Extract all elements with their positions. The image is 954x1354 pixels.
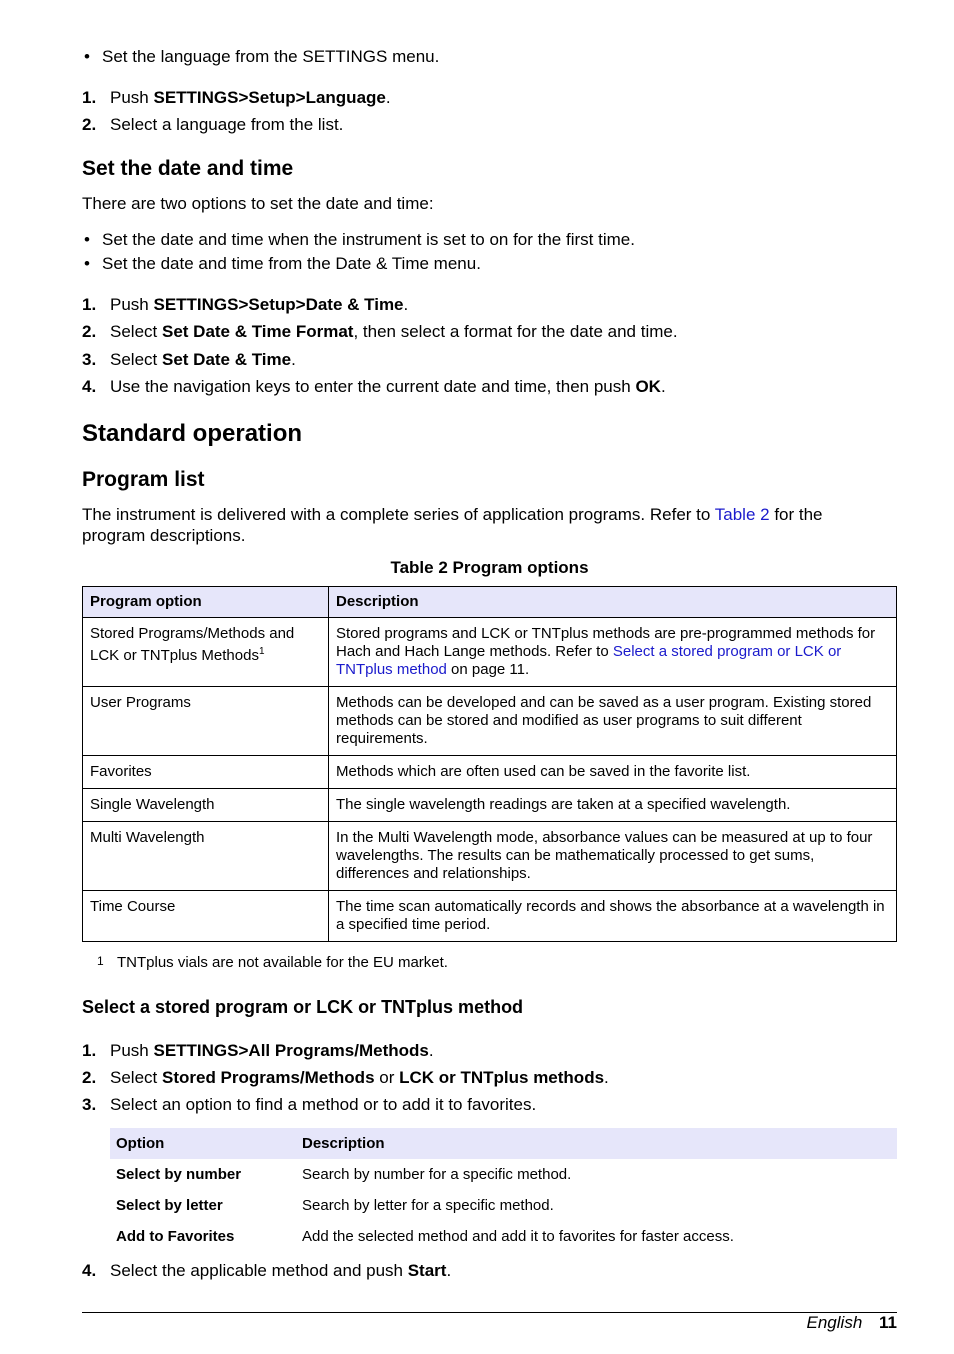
table-caption: Table 2 Program options — [390, 558, 589, 577]
table-header-row — [83, 587, 897, 618]
paragraph: There are two options to set the date and time: — [82, 194, 434, 213]
table-row — [83, 891, 897, 942]
option-cell: Time Course — [83, 891, 329, 942]
footnote-ref: 1 — [258, 646, 265, 657]
paragraph-line: program descriptions. — [82, 526, 246, 545]
paragraph: The instrument is delivered with a complete series of application programs. Refer to Table 2 for the — [82, 505, 823, 524]
column-header: Description — [296, 1128, 897, 1159]
option-cell: Select by number — [116, 1166, 242, 1183]
subsection-heading: Select a stored program or LCK or TNTplus method — [82, 997, 524, 1017]
table-header-row — [110, 1128, 897, 1159]
step-number: 1. — [82, 88, 97, 107]
column-header: Program option — [83, 587, 329, 618]
chapter-heading: Standard operation — [82, 420, 303, 447]
column-header: Option — [110, 1128, 296, 1159]
option-table — [110, 1128, 897, 1252]
select-stored-program-link[interactable]: Select a stored program or LCK or TNTplus method — [336, 643, 842, 678]
description-cell: Search by letter for a specific method. — [302, 1197, 554, 1214]
page-footer — [807, 1312, 897, 1333]
table-row — [83, 618, 897, 687]
footer-language: English — [806, 1313, 863, 1332]
option-cell: Select by letter — [116, 1197, 223, 1214]
table-row — [83, 789, 897, 822]
column-header: Description — [329, 587, 897, 618]
option-cell: Single Wavelength — [83, 789, 329, 822]
description-cell: The time scan automatically records and shows the absorbance at a wavelength in a specified time period. — [329, 891, 897, 942]
table-row — [83, 756, 897, 789]
table-row — [110, 1221, 897, 1252]
table-row — [110, 1190, 897, 1221]
table-row — [83, 687, 897, 756]
option-cell: Favorites — [83, 756, 329, 789]
option-cell: Stored Programs/Methods and LCK or TNTplus Methods$^1$ — [83, 618, 329, 687]
section-heading: Set the date and time — [82, 157, 294, 180]
description-cell: The single wavelength readings are taken at a specified wavelength. — [329, 789, 897, 822]
step-number: 2. — [82, 115, 97, 134]
footnote-mark: 1 — [97, 954, 104, 968]
option-cell: Multi Wavelength — [83, 822, 329, 891]
description-cell: Stored programs and LCK or TNTplus methods are pre-programmed methods for Hach and Hach Lange methods. Refer to Select a stored program or LCK or TNTplus method on page 11. — [329, 618, 897, 687]
description-cell: In the Multi Wavelength mode, absorbance values can be measured at up to four wavelengths. The results can be mathematically processed to get sums, differences and relationships. — [329, 822, 897, 891]
option-cell: User Programs — [83, 687, 329, 756]
option-cell: Add to Favorites — [116, 1228, 235, 1245]
footer-rule — [82, 1312, 897, 1313]
description-cell: Add the selected method and add it to favorites for faster access. — [302, 1228, 734, 1245]
table-row — [110, 1159, 897, 1190]
description-cell: Search by number for a specific method. — [302, 1166, 572, 1183]
program-options-table — [82, 586, 897, 942]
page-number: 11 — [879, 1313, 897, 1332]
footnote-text: TNTplus vials are not available for the EU market. — [117, 954, 448, 971]
table-2-link[interactable]: Table 2 — [714, 505, 770, 524]
bullet-text: Set the language from the SETTINGS menu. — [102, 47, 440, 66]
description-cell: Methods can be developed and can be saved as a user program. Existing stored methods can be stored and modified as user programs to suit different requirements. — [329, 687, 897, 756]
table-row — [83, 822, 897, 891]
section-heading: Program list — [82, 468, 205, 491]
description-cell: Methods which are often used can be saved in the favorite list. — [329, 756, 897, 789]
